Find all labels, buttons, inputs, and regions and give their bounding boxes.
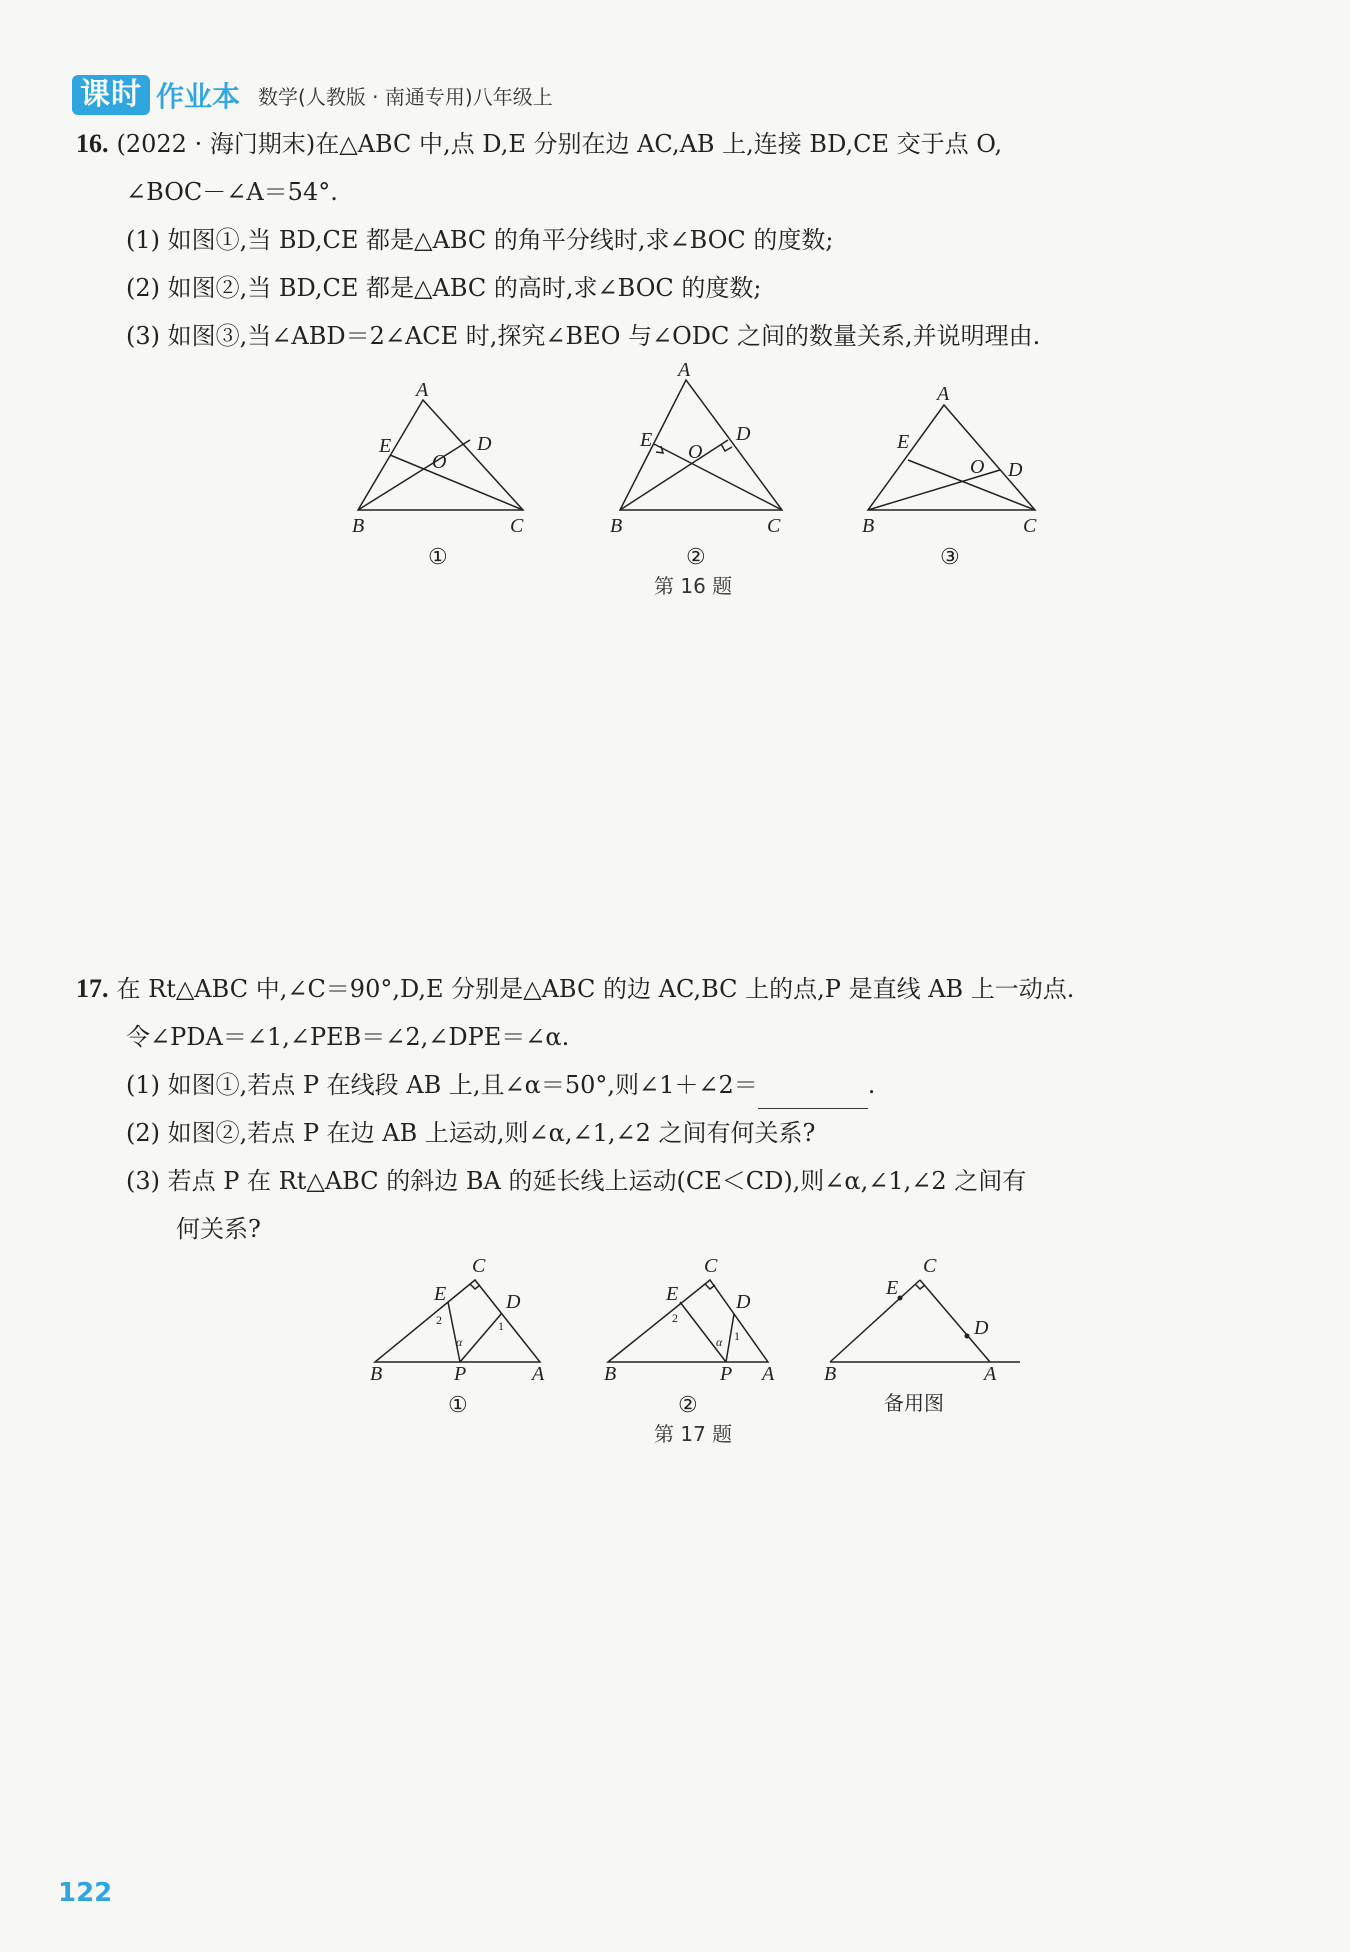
p17-question-2: (2) 如图②,若点 P 在边 AB 上运动,则∠α,∠1,∠2 之间有何关系?	[126, 1119, 816, 1147]
page-number: 122	[58, 1878, 113, 1908]
p16-question-3: (3) 如图③,当∠ABD＝2∠ACE 时,探究∠BEO 与∠ODC 之间的数量关系,并说明理由.	[126, 322, 1041, 350]
p17-f2-label-B: B	[604, 1363, 617, 1385]
p17-f3-label-A: A	[984, 1363, 997, 1385]
p16-fig-label-3: ③	[940, 544, 960, 569]
logo-text: 作业本	[156, 80, 241, 113]
p17-f3-label-E: E	[886, 1277, 899, 1299]
p17-f2-label-E: E	[666, 1283, 679, 1305]
p17-f3-point-E	[898, 1296, 903, 1301]
p16-f2-label-B: B	[610, 515, 623, 537]
p17-f1-label-B: B	[370, 1363, 383, 1385]
p17-question-3: (3) 若点 P 在 Rt△ABC 的斜边 BA 的延长线上运动(CE＜CD),则∠α,∠1,∠2 之间有	[126, 1167, 1027, 1195]
p16-f2-label-D: D	[736, 423, 751, 445]
p16-f1-label-A: A	[416, 379, 429, 401]
p16-f3-label-A: A	[937, 383, 950, 405]
p16-number: 16.	[76, 129, 109, 158]
p17-line2: 令∠PDA＝∠1,∠PEB＝∠2,∠DPE＝∠α.	[126, 1023, 570, 1051]
p17-f3-label-C: C	[923, 1255, 937, 1277]
p17-line1	[76, 965, 1286, 1013]
p17-number: 17.	[76, 974, 109, 1003]
book-header	[72, 70, 553, 120]
p16-f1-label-C: C	[510, 515, 524, 537]
p16-fig-label-1: ①	[428, 544, 448, 569]
p17-f2-label-A: A	[762, 1363, 775, 1385]
p16-f2-label-E: E	[640, 429, 653, 451]
p17-q1-end: .	[867, 1071, 876, 1099]
p16-figure-3	[868, 405, 1035, 510]
p17-f2-label-D: D	[736, 1291, 751, 1313]
p17-f2-angle-1: 1	[734, 1329, 740, 1343]
p17-fig-label-spare: 备用图	[884, 1393, 944, 1415]
p16-f1-label-B: B	[352, 515, 365, 537]
p17-f2-label-C: C	[704, 1255, 718, 1277]
p17-f1-label-E: E	[434, 1283, 447, 1305]
p17-fig-label-1: ①	[448, 1392, 468, 1417]
p16-question-1: (1) 如图①,当 BD,CE 都是△ABC 的角平分线时,求∠BOC 的度数;	[126, 226, 834, 254]
p17-f3-label-D: D	[974, 1317, 989, 1339]
p16-stem: (2022 · 海门期末)在△ABC 中,点 D,E 分别在边 AC,AB 上,连接 BD,CE 交于点 O,	[116, 130, 1003, 158]
p17-f2-angle-alpha: α	[716, 1335, 723, 1349]
p16-f3-label-O: O	[970, 456, 985, 478]
p16-f1-label-O: O	[432, 451, 447, 473]
p16-f1-label-E: E	[379, 435, 392, 457]
p17-stem: 在 Rt△ABC 中,∠C＝90°,D,E 分别是△ABC 的边 AC,BC 上的点,P 是直线 AB 上一动点.	[116, 975, 1075, 1003]
problem-17	[76, 965, 1286, 1253]
p16-f1-label-D: D	[477, 433, 492, 455]
p16-caption: 第 16 题	[654, 574, 733, 598]
p16-f3-label-C: C	[1023, 515, 1037, 537]
p17-fig-label-2: ②	[678, 1392, 698, 1417]
p16-line2: ∠BOC－∠A＝54°.	[126, 178, 338, 206]
p17-q1-answer-blank[interactable]	[758, 1080, 868, 1109]
p16-f2-label-O: O	[688, 441, 703, 463]
p17-f2-angle-2: 2	[672, 1311, 678, 1325]
p17-f3-point-D	[965, 1334, 970, 1339]
p17-q1-text: (1) 如图①,若点 P 在线段 AB 上,且∠α＝50°,则∠1＋∠2＝	[126, 1071, 758, 1099]
p17-f1-angle-2: 2	[436, 1313, 442, 1327]
p17-f1-label-D: D	[506, 1291, 521, 1313]
p17-f1-angle-1: 1	[498, 1319, 504, 1333]
p17-f1-label-C: C	[472, 1255, 486, 1277]
problem-16	[76, 120, 1286, 360]
p17-question-1	[76, 1061, 1286, 1109]
p17-f2-label-P: P	[720, 1363, 733, 1385]
p17-f1-label-A: A	[532, 1363, 545, 1385]
p16-f2-label-C: C	[767, 515, 781, 537]
p16-figures	[340, 360, 1060, 570]
p17-f1-label-P: P	[454, 1363, 467, 1385]
logo-highlight: 课时	[72, 75, 150, 115]
p16-line1	[76, 120, 1286, 168]
p16-fig-label-2: ②	[686, 544, 706, 569]
book-subtitle: 数学(人教版 · 南通专用)八年级上	[258, 84, 553, 109]
p16-question-2: (2) 如图②,当 BD,CE 都是△ABC 的高时,求∠BOC 的度数;	[126, 274, 762, 302]
p17-figure-3	[830, 1280, 1020, 1362]
p16-f2-label-A: A	[678, 360, 691, 381]
p16-f3-label-B: B	[862, 515, 875, 537]
p16-f3-label-E: E	[897, 431, 910, 453]
p16-f3-label-D: D	[1008, 459, 1023, 481]
p17-question-3-cont: 何关系?	[176, 1215, 261, 1243]
p17-f1-angle-alpha: α	[456, 1335, 463, 1349]
p17-f3-label-B: B	[824, 1363, 837, 1385]
p17-caption: 第 17 题	[654, 1422, 733, 1446]
